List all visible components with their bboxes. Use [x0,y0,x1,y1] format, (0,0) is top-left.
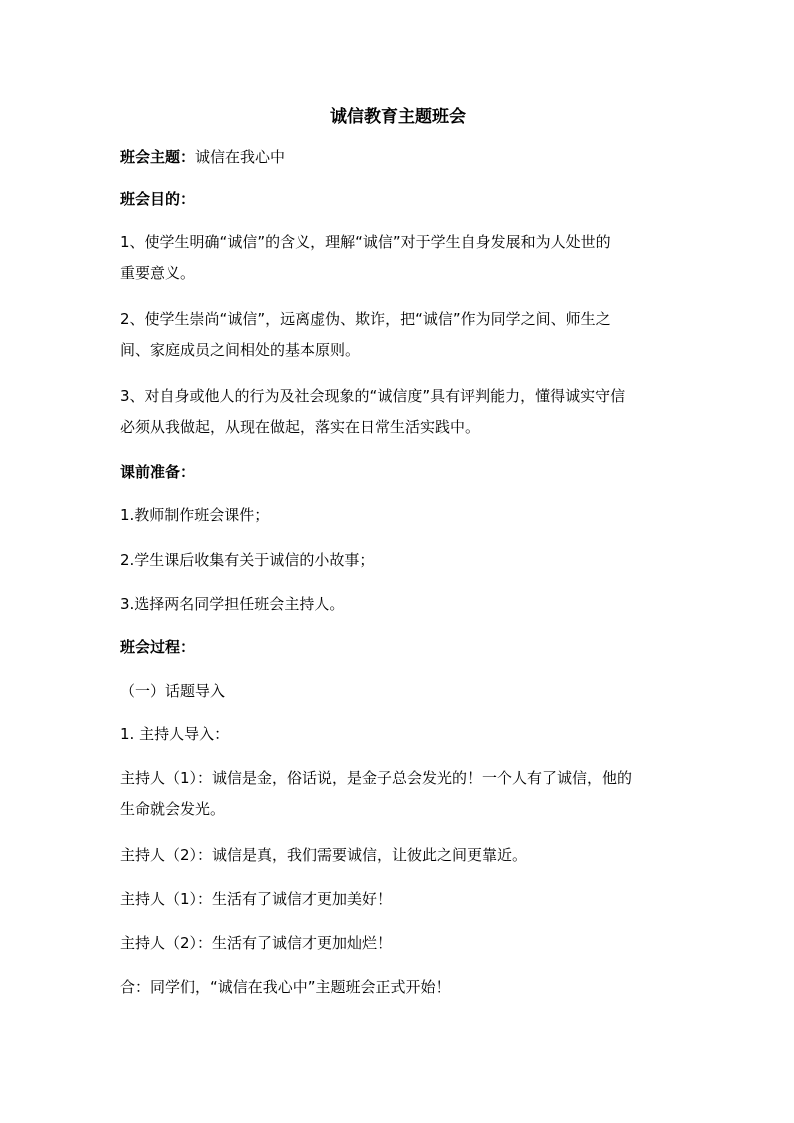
goal-item-3-line1: 3、对自身或他人的行为及社会现象的“诚信度”具有评判能力，懂得诚实守信 [120,387,626,405]
theme-line [120,142,676,173]
goal-item-3-line2: 必须从我做起，从现在做起，落实在日常生活实践中。 [120,418,481,436]
goal-item-1 [120,227,676,289]
step-1-heading: 1. 主持人导入： [120,725,230,743]
host-line-2: 主持人（2）：诚信是真，我们需要诚信，让彼此之间更靠近。 [120,846,528,864]
process-heading: 班会过程： [120,638,196,656]
prep-item-2: 2.学生课后收集有关于诚信的小故事； [120,551,375,569]
goal-item-1-line1: 1、使学生明确“诚信”的含义，理解“诚信”对于学生自身发展和为人处世的 [120,233,611,251]
goal-item-1-line2: 重要意义。 [120,264,196,282]
goal-item-2 [120,304,676,366]
theme-value: 诚信在我心中 [195,148,286,166]
goal-heading: 班会目的： [120,190,196,208]
page-title: 诚信教育主题班会 [330,107,466,127]
goal-item-2-line2: 间、家庭成员之间相处的基本原则。 [120,341,361,359]
prep-item-3: 3.选择两名同学担任班会主持人。 [120,595,345,613]
theme-label: 班会主题： [120,148,196,166]
host-line-1-b: 生命就会发光。 [120,800,226,818]
host-line-3: 主持人（1）：生活有了诚信才更加美好！ [120,890,393,908]
goal-item-2-line1: 2、使学生崇尚“诚信”，远离虚伪、欺诈，把“诚信”作为同学之间、师生之 [120,310,611,328]
goal-item-3 [120,381,676,443]
together-line: 合：同学们，“诚信在我心中”主题班会正式开始！ [120,978,451,996]
prep-item-1: 1.教师制作班会课件； [120,506,270,524]
host-line-1 [120,763,676,825]
host-line-4: 主持人（2）：生活有了诚信才更加灿烂！ [120,934,393,952]
section-heading-1: （一）话题导入 [120,682,226,700]
host-line-1-a: 主持人（1）：诚信是金，俗话说，是金子总会发光的！一个人有了诚信，他的 [120,769,633,787]
prep-heading: 课前准备： [120,463,196,481]
